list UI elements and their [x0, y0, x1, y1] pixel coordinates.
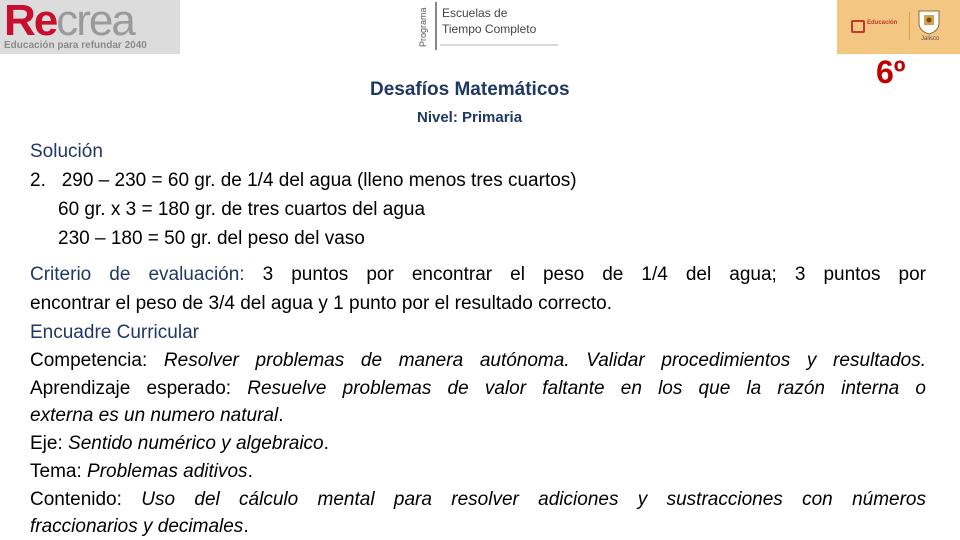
contenido-label: Contenido:: [30, 489, 122, 510]
education-label: Educación: [867, 20, 898, 26]
recrea-tagline: Educación para refundar 2040: [4, 40, 147, 51]
eje-value: Sentido numérico y algebraico: [68, 433, 324, 454]
tema-label: Tema:: [30, 461, 82, 482]
solution-line-2: 60 gr. x 3 = 180 gr. de tres cuartos del agua: [58, 199, 426, 220]
recrea-logo: [0, 0, 180, 54]
grade-badge: 6º: [876, 54, 906, 90]
programa-escuelas-logo: [418, 0, 548, 54]
encuadre-heading: Encuadre Curricular: [30, 322, 199, 343]
aprendizaje-label: Aprendizaje esperado:: [30, 378, 232, 399]
competencia-value: Resolver problemas de manera autónoma. Validar procedimientos y resultados.: [163, 350, 926, 371]
solution-number: 2.: [30, 170, 46, 191]
programa-vertical-label: Programa: [418, 7, 428, 47]
jalisco-education-logo: [837, 0, 960, 54]
eje-line: Eje: Sentido numérico y algebraico.: [30, 433, 329, 454]
contenido-line-2: fraccionarios y decimales.: [30, 516, 249, 537]
tema-line: Tema: Problemas aditivos.: [30, 461, 253, 482]
jalisco-label: Jalisco: [921, 36, 940, 42]
criterio-line-1: Criterio de evaluación: 3 puntos por encontrar el peso de 1/4 del agua; 3 puntos por: [30, 264, 926, 285]
jalisco-seal-icon: [915, 7, 943, 35]
eje-label: Eje:: [30, 433, 63, 454]
contenido-line-1: Contenido: Uso del cálculo mental para resolver adiciones y sustracciones con números: [30, 489, 927, 510]
level-label: Nivel: Primaria: [417, 109, 523, 126]
programa-line-2: Tiempo Completo: [442, 22, 537, 36]
solution-line-3: 230 – 180 = 50 gr. del peso del vaso: [58, 228, 365, 249]
aprendizaje-line-2: externa es un numero natural.: [30, 405, 284, 426]
page-title: Desafíos Matemáticos: [370, 79, 570, 100]
book-icon: [851, 20, 865, 33]
tema-value: Problemas aditivos: [87, 461, 248, 482]
solution-line-1: 2. 290 – 230 = 60 gr. de 1/4 del agua (lleno menos tres cuartos): [30, 170, 577, 191]
solution-heading: Solución: [30, 141, 103, 162]
criterio-line-2: encontrar el peso de 3/4 del agua y 1 punto por el resultado correcto.: [30, 293, 612, 314]
recrea-wordmark: Recrea: [4, 0, 134, 45]
programa-line-1: Escuelas de: [442, 6, 508, 20]
aprendizaje-line-1: Aprendizaje esperado: Resuelve problemas de valor faltante en los que la razón interna o: [30, 378, 926, 399]
competencia-line: [30, 350, 926, 372]
criterio-label: Criterio de evaluación:: [30, 264, 245, 285]
competencia-label: Competencia:: [30, 350, 148, 371]
